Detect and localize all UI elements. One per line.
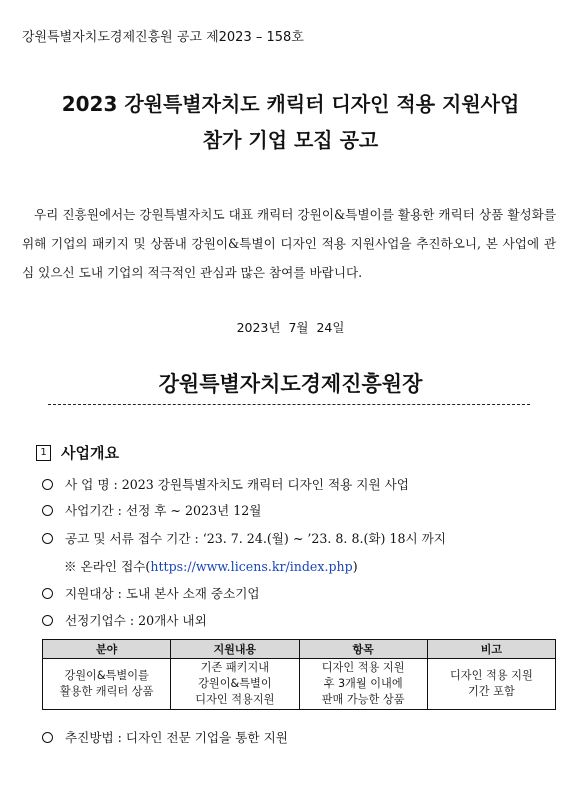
item-target: 지원대상 : 도내 본사 소재 중소기업 (42, 583, 260, 602)
item-period: 사업기간 : 선정 후 ~ 2023년 12월 (42, 500, 261, 519)
circle-bullet-icon (42, 505, 53, 516)
circle-bullet-icon (42, 479, 53, 490)
table-header-cell: 분야 (43, 640, 171, 659)
table-header-row (43, 640, 556, 659)
section-title: 사업개요 (61, 444, 119, 462)
section-number-box: 1 (36, 445, 51, 461)
table-row (43, 659, 556, 710)
intro-paragraph: 우리 진흥원에서는 강원특별자치도 대표 캐릭터 강원이&특별이를 활용한 캐릭터 상품 활성화를 위해 기업의 패키지 및 상품내 강원이&특별이 디자인 적용 지원사업을 추진하오니, 본 사업에 관심 있으신 도내 기업의 적극적인 관심과 많은 참여를 바랍니다. (22, 207, 556, 280)
item-project-name: 사 업 명 : 2023 강원특별자치도 캐릭터 디자인 적용 지원 사업 (42, 474, 409, 493)
circle-bullet-icon (42, 732, 53, 743)
table-cell: 기존 패키지내 강원이&특별이 디자인 적용지원 (171, 659, 299, 710)
table-header-cell: 비고 (427, 640, 555, 659)
online-application-link[interactable]: https://www.licens.kr/index.php (150, 559, 353, 574)
online-application-note: ※ 온라인 접수(https://www.licens.kr/index.php) (64, 559, 358, 574)
notice-number: 강원특별자치도경제진흥원 공고 제2023 – 158호 (22, 30, 304, 45)
circle-bullet-icon (42, 588, 53, 599)
table-cell: 강원이&특별이를 활용한 캐릭터 상품 (43, 659, 171, 710)
item-count: 선정기업수 : 20개사 내외 (42, 610, 207, 629)
table-cell: 디자인 적용 지원 기간 포함 (427, 659, 555, 710)
section-heading (36, 442, 119, 463)
table-cell: 디자인 적용 지원 후 3개월 이내에 판매 가능한 상품 (299, 659, 427, 710)
item-method: 추진방법 : 디자인 전문 기업을 통한 지원 (42, 727, 288, 746)
circle-bullet-icon (42, 533, 53, 544)
dashed-divider (48, 404, 530, 405)
circle-bullet-icon (42, 615, 53, 626)
document-title-line2: 참가 기업 모집 공고 (202, 128, 379, 152)
table-header-cell: 항목 (299, 640, 427, 659)
document-title-line1: 2023 강원특별자치도 캐릭터 디자인 적용 지원사업 (61, 92, 520, 116)
table-header-cell: 지원내용 (171, 640, 299, 659)
notice-date: 2023년 7월 24일 (236, 320, 345, 335)
support-table (42, 639, 556, 710)
item-application-period: 공고 및 서류 접수 기간 : ‘23. 7. 24.(월) ~ ’23. 8. 8.(화) 18시 까지 (42, 528, 446, 547)
organization-head: 강원특별자치도경제진흥원장 (158, 372, 423, 396)
